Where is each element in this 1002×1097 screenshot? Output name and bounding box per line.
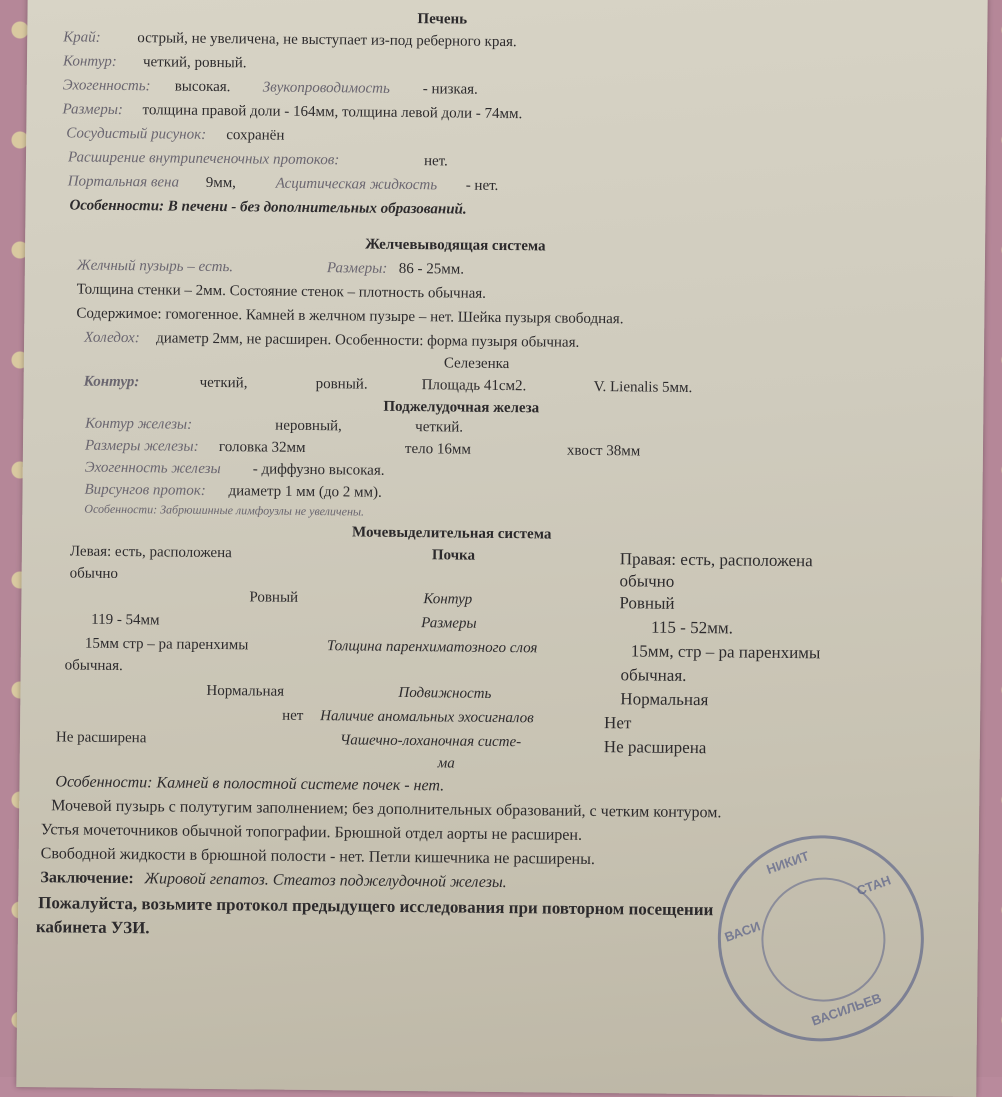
- liver-vessels-label: Сосудистый рисунок:: [66, 125, 207, 143]
- liver-portal-value: 9мм,: [205, 174, 237, 192]
- left-kidney-pelvis: Не расширена: [55, 729, 147, 747]
- right-kidney-mobility: Нормальная: [620, 689, 709, 710]
- liver-features: Особенности: В печени - без дополнительных образований.: [69, 197, 467, 218]
- liver-edge-label: Край:: [63, 29, 101, 46]
- left-kidney-paren: 15мм стр – ра паренхимы: [84, 635, 249, 654]
- liver-echo-label: Эхогенность:: [62, 77, 151, 95]
- liver-contour-label: Контур:: [62, 53, 117, 70]
- liver-size-label: Размеры:: [62, 101, 124, 119]
- gallbladder-duct-value: диаметр 2мм, не расширен. Особенности: форма пузыря обычная.: [156, 330, 580, 351]
- liver-ducts-value: нет.: [423, 153, 448, 170]
- liver-title: Печень: [417, 11, 468, 28]
- gallbladder-size-value: 86 - 25мм.: [398, 260, 465, 278]
- pancreas-size-tail: хвост 38мм: [566, 442, 641, 460]
- pancreas-echo-value: - диффузно высокая.: [252, 461, 385, 479]
- liver-portal-label: Портальная вена: [67, 173, 180, 191]
- spleen-title: Селезенка: [443, 355, 510, 373]
- pancreas-duct-label: Вирсунгов проток:: [84, 481, 206, 499]
- notice-line1: Пожалуйста, возьмите протокол предыдущего исследования при повторном посещении: [38, 893, 714, 920]
- doctor-stamp: НИКИТ СТАН ВАСИ ВАСИЛЬЕВ: [690, 807, 953, 1070]
- gallbladder-title: Желчевыводящая система: [365, 236, 546, 255]
- liver-size-value: толщина правой доли - 164мм, толщина левой доли - 74мм.: [142, 102, 523, 123]
- kidney-size-label: Размеры: [421, 615, 477, 632]
- pancreas-title: Поджелудочная железа: [383, 398, 540, 417]
- gallbladder-presence: Желчный пузырь – есть.: [76, 257, 234, 276]
- kidney-pelvis-label2: ма: [437, 755, 455, 772]
- gallbladder-size-label: Размеры:: [326, 260, 388, 277]
- left-kidney-presence: Левая: есть, расположена: [69, 543, 232, 562]
- liver-echo-value: высокая.: [174, 78, 231, 96]
- pancreas-contour-value2: четкий.: [415, 419, 464, 436]
- gallbladder-duct-label: Холедох:: [84, 329, 140, 347]
- spleen-area: Площадь 41см2.: [421, 377, 527, 395]
- right-kidney-anomaly: Нет: [604, 713, 632, 733]
- left-kidney-paren2: обычная.: [64, 657, 123, 675]
- gallbladder-content: Содержимое: гомогенное. Камней в желчном пузыре – нет. Шейка пузыря свободная.: [76, 305, 624, 328]
- liver-ducts-label: Расширение внутрипеченочных протоков:: [67, 149, 340, 169]
- right-kidney-presence2: обычно: [619, 571, 675, 591]
- liver-ascites-value: - нет.: [465, 177, 499, 194]
- pancreas-size-body: тело 16мм: [404, 440, 471, 458]
- kidney-features: Особенности: Камней в полостной системе почек - нет.: [55, 773, 445, 795]
- left-kidney-mobility: Нормальная: [206, 682, 285, 700]
- right-kidney-presence: Правая: есть, расположена: [619, 549, 813, 571]
- spleen-contour-value1: четкий,: [199, 374, 248, 392]
- pancreas-size-head: головка 32мм: [218, 439, 306, 456]
- conclusion-value: Жировой гепатоз. Стеатоз поджелудочной железы.: [144, 870, 507, 892]
- bladder-line1: Мочевой пузырь с полутугим заполнением; без дополнительных образований, с четким контуром.: [51, 797, 722, 822]
- report-sheet: [16, 0, 987, 1097]
- kidneys-subtitle: Почка: [431, 547, 476, 564]
- pancreas-nodes: Особенности: Забрюшинные лимфоузлы не увеличены.: [84, 501, 365, 519]
- left-kidney-contour: Ровный: [249, 589, 299, 606]
- notice-line2: кабинета УЗИ.: [35, 917, 150, 938]
- bladder-line2: Устья мочеточников обычной топографии. Брюшной отдел аорты не расширен.: [40, 821, 583, 844]
- liver-edge-value: острый, не увеличена, не выступает из-под реберного края.: [137, 30, 517, 51]
- kidney-pelvis-label: Чашечно-лоханочная систе-: [339, 732, 522, 751]
- spleen-contour-value2: ровный.: [315, 376, 368, 393]
- conclusion-label: Заключение:: [40, 869, 134, 888]
- liver-contour-value: четкий, ровный.: [142, 54, 247, 72]
- liver-ascites-label: Асцитическая жидкость: [275, 175, 438, 194]
- left-kidney-presence2: обычно: [69, 565, 119, 582]
- pancreas-size-label: Размеры железы:: [84, 437, 199, 455]
- kidney-paren-label: Толщина паренхиматозного слоя: [326, 638, 538, 657]
- bladder-line3: Свободной жидкости в брюшной полости - нет. Петли кишечника не расширены.: [40, 845, 596, 868]
- spleen-vein: V. Lienalis 5мм.: [593, 378, 693, 396]
- left-kidney-size: 119 - 54мм: [91, 611, 160, 629]
- kidney-mobility-label: Подвижность: [398, 684, 492, 702]
- kidney-anomaly-label: Наличие аномальных эхосигналов: [320, 708, 534, 727]
- pancreas-contour-label: Контур железы:: [85, 415, 193, 433]
- gallbladder-wall: Толщина стенки – 2мм. Состояние стенок – плотность обычная.: [76, 281, 487, 302]
- spleen-contour-label: Контур:: [83, 373, 140, 391]
- pancreas-echo-label: Эхогенность железы: [84, 459, 221, 478]
- right-kidney-pelvis: Не расширена: [603, 737, 707, 758]
- right-kidney-size: 115 - 52мм.: [651, 617, 734, 638]
- kidneys-title: Мочевыделительная система: [352, 524, 552, 543]
- liver-sound-label: Звукопроводимость: [262, 79, 390, 97]
- right-kidney-paren: 15мм, стр – ра паренхимы: [630, 641, 821, 663]
- pancreas-contour-value1: неровный,: [275, 417, 342, 435]
- liver-vessels-value: сохранён: [226, 127, 285, 144]
- left-kidney-anomaly: нет: [282, 707, 304, 724]
- right-kidney-paren2: обычная.: [620, 665, 687, 685]
- liver-sound-value: - низкая.: [422, 81, 478, 98]
- kidney-contour-label: Контур: [423, 591, 473, 608]
- right-kidney-contour: Ровный: [619, 593, 675, 613]
- pancreas-duct-value: диаметр 1 мм (до 2 мм).: [228, 483, 382, 501]
